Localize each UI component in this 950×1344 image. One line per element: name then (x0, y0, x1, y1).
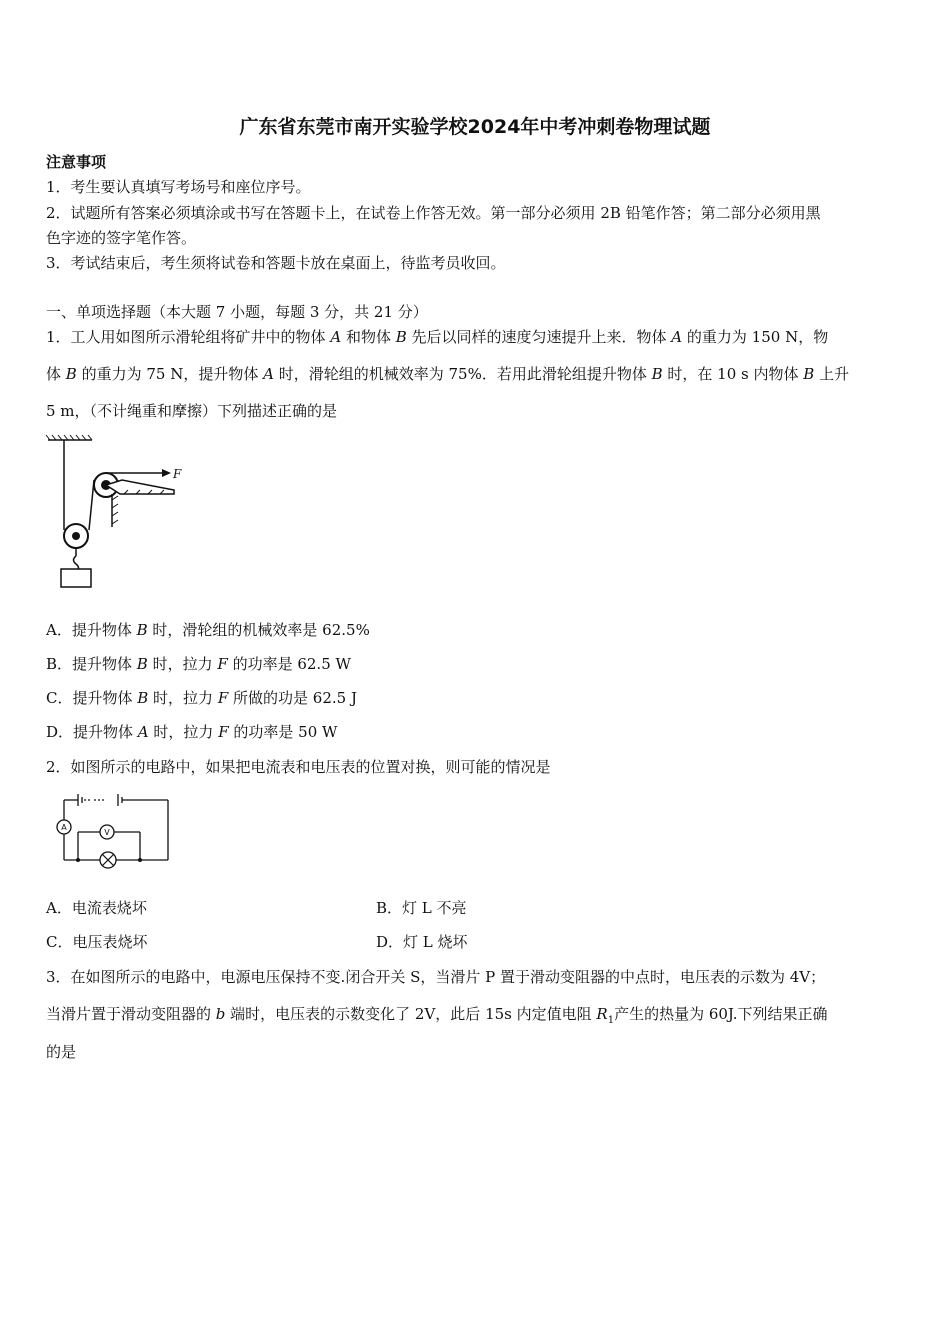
q2-option-a[interactable]: A．电流表烧坏 (46, 899, 147, 917)
q2-option-c[interactable]: C．电压表烧坏 (46, 933, 148, 951)
force-label: F (173, 467, 182, 481)
pulley-diagram (44, 432, 204, 592)
notice-item-3: 3．考试结束后，考生须将试卷和答题卡放在桌面上，待监考员收回。 (46, 254, 506, 272)
section-heading: 一、单项选择题（本大题 7 小题，每题 3 分，共 21 分） (46, 303, 428, 321)
q1-line-2: 体 B 的重力为 75 N，提升物体 A 时，滑轮组的机械效率为 75%．若用此滑轮组提升物体 B 时，在 10 s 内物体 B 上升 (46, 365, 850, 383)
notice-item-2: 2．试题所有答案必须填涂或书写在答题卡上，在试卷上作答无效。第一部分必须用 2B 铅笔作答；第二部分必须用黑 (46, 204, 821, 222)
q3-line-2: 当滑片置于滑动变阻器的 b 端时，电压表的示数变化了 2V，此后 15s 内定值电阻 $R_1$产生的热量为 60J.下列结果正确 (46, 1005, 828, 1026)
q1-option-c[interactable]: C．提升物体 B 时，拉力 F 所做的功是 62.5 J (46, 689, 357, 707)
q1-line-1: 1．工人用如图所示滑轮组将矿井中的物体 A 和物体 B 先后以同样的速度匀速提升上来．物体 A 的重力为 150 N，物 (46, 328, 829, 346)
voltmeter-label: V (104, 828, 110, 837)
q2-option-b[interactable]: B．灯 L 不亮 (376, 899, 467, 917)
circuit-diagram (48, 790, 178, 872)
q1-option-d[interactable]: D．提升物体 A 时，拉力 F 的功率是 50 W (46, 723, 338, 741)
q1-option-b[interactable]: B．提升物体 B 时，拉力 F 的功率是 62.5 W (46, 655, 351, 673)
page-title: 广东省东莞市南开实验学校2024年中考冲刺卷物理试题 (239, 116, 711, 138)
notice-item-2-cont: 色字迹的签字笔作答。 (46, 229, 197, 247)
notice-item-1: 1．考生要认真填写考场号和座位序号。 (46, 178, 311, 196)
ammeter-label: A (61, 823, 67, 832)
notice-heading: 注意事项 (46, 153, 107, 171)
q3-line-3: 的是 (46, 1043, 77, 1061)
q2-option-d[interactable]: D．灯 L 烧坏 (376, 933, 468, 951)
q3-line-1: 3．在如图所示的电路中，电源电压保持不变.闭合开关 S，当滑片 P 置于滑动变阻器的中点时，电压表的示数为 4V； (46, 968, 826, 986)
q1-option-a[interactable]: A．提升物体 B 时，滑轮组的机械效率是 62.5% (46, 621, 370, 639)
q2-stem: 2．如图所示的电路中，如果把电流表和电压表的位置对换，则可能的情况是 (46, 758, 551, 776)
q1-line-3: 5 m，（不计绳重和摩擦）下列描述正确的是 (46, 402, 338, 420)
